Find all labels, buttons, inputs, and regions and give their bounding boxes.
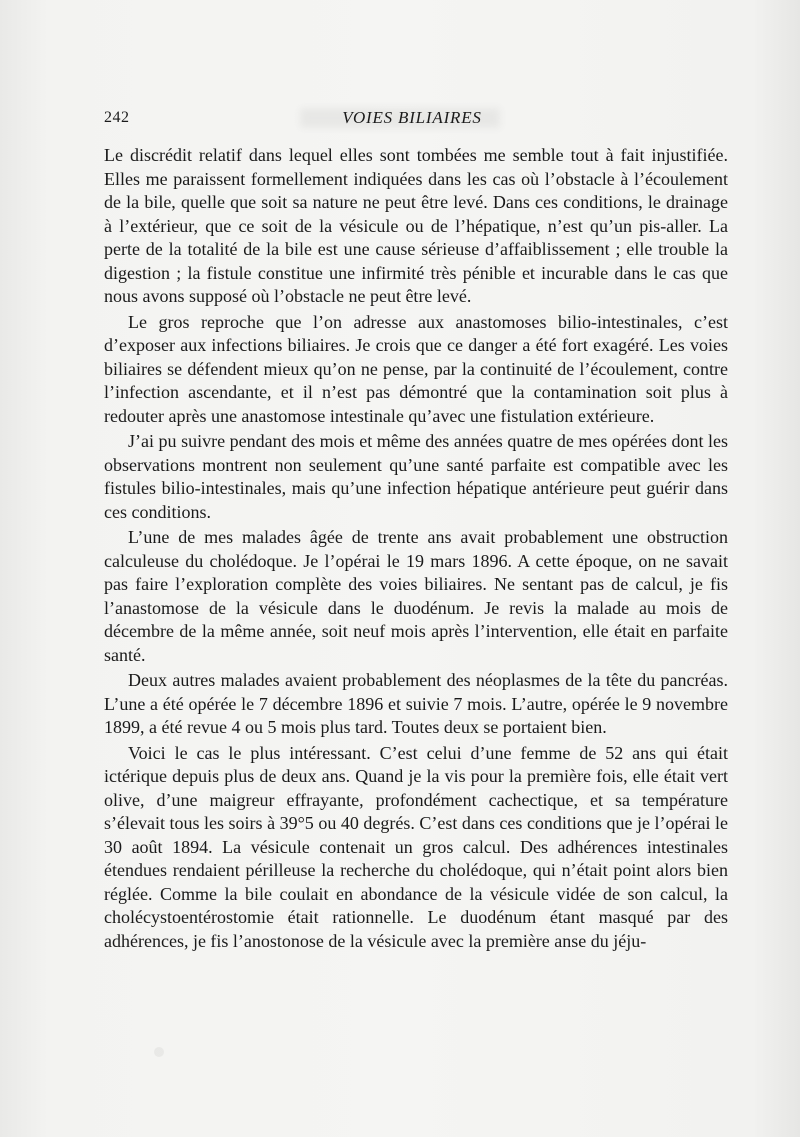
- running-title: VOIES BILIAIRES: [342, 108, 482, 127]
- body-text: [104, 144, 728, 955]
- page-number: 242: [104, 109, 130, 126]
- page-header: [104, 108, 720, 132]
- paragraph-2: Le gros reproche que l’on adresse aux anastomoses bilio-intestinales, c’est d’exposer aux infections biliaires. Je crois que ce danger a été fort exagéré. Les voies biliaires se défendent mieux qu’on ne pense, par la continuité de l’écoulement, contre l’infection ascendante, et il n’est pas démontré que la contamination soit plus à redouter après une anastomose intestinale qu’avec une fistulation extérieure.: [104, 311, 728, 426]
- paragraph-5: Deux autres malades avaient probablement des néoplasmes de la tête du pancréas. L’une a été opérée le 7 décembre 1896 et suivie 7 mois. L’autre, opérée le 9 novembre 1899, a été revue 4 ou 5 mois plus tard. Toutes deux se portaient bien.: [104, 670, 728, 737]
- paragraph-4: L’une de mes malades âgée de trente ans avait probablement une obstruction calculeuse du cholédoque. Je l’opérai le 19 mars 1896. A cette époque, on ne savait pas faire l’exploration complète des voies biliaires. Ne sentant pas de calcul, je fis l’anastomose de la vésicule dans le duodénum. Je revis la malade au mois de décembre de la même année, soit neuf mois après l’intervention, elle était en parfaite santé.: [104, 527, 728, 665]
- paragraph-3: J’ai pu suivre pendant des mois et même des années quatre de mes opérées dont les observations montrent non seulement qu’une santé parfaite est compatible avec les fistules bilio-intestinales, mais qu’une infection hépatique antérieure peut guérir dans ces conditions.: [104, 431, 728, 522]
- paragraph-1: Le discrédit relatif dans lequel elles sont tombées me semble tout à fait injustifiée. Elles me paraissent formellement indiquées dans les cas où l’obstacle à l’écoulement de la bile, quelle que soit sa nature ne peut être levé. Dans ces conditions, le drainage à l’extérieur, que ce soit de la vésicule ou de l’hépatique, n’est qu’un pis-aller. La perte de la totalité de la bile est une cause sérieuse d’affaiblissement ; elle trouble la digestion ; la fistule constitue une infirmité très pénible et incurable dans le cas que nous avons supposé où l’obstacle ne peut être levé.: [104, 145, 728, 306]
- paragraph-6: Voici le cas le plus intéressant. C’est celui d’une femme de 52 ans qui était ictérique depuis plus de deux ans. Quand je la vis pour la première fois, elle était vert olive, d’une maigreur effrayante, profondément cachectique, et sa température s’élevait tous les soirs à 39°5 ou 40 degrés. C’est dans ces conditions que je l’opérai le 30 août 1894. La vésicule contenait un gros calcul. Des adhérences intestinales étendues rendaient périlleuse la recherche du cholédoque, qui n’était point alors bien réglée. Comme la bile coulait en abondance de la vésicule vidée de son calcul, la cholécystoentérostomie était rationnelle. Le duodénum étant masqué par des adhérences, je fis l’anostonose de la vésicule avec la première anse du jéju-: [104, 742, 728, 951]
- paper-blemish: [154, 1047, 164, 1057]
